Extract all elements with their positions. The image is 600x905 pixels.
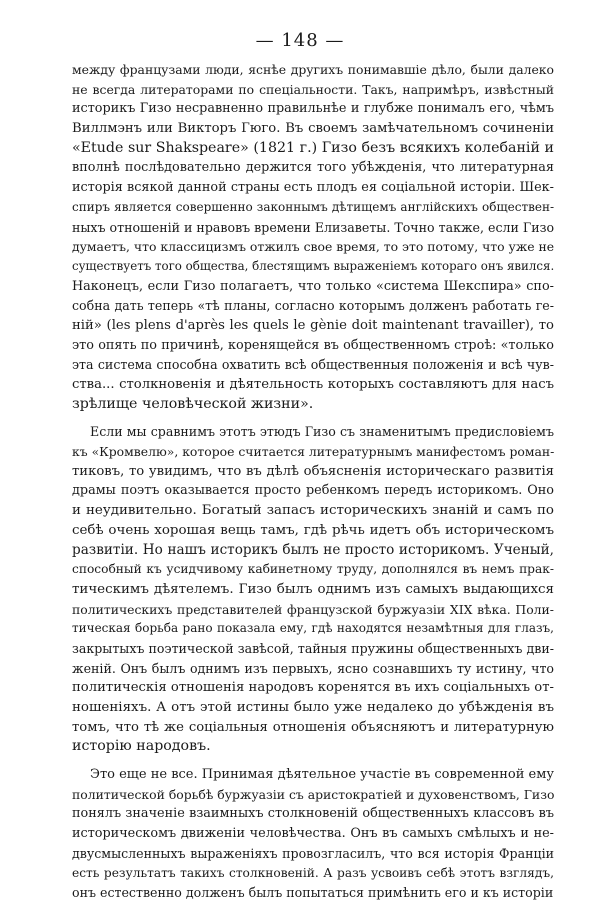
text-line: ношеніяхъ. А отъ этой истины было уже недалеко до убѣжденія въ: [72, 700, 554, 715]
text-line: это опять по причинѣ, коренящейся въ общественномъ строѣ: «только: [72, 337, 554, 353]
paragraph-3: [72, 765, 554, 903]
text-line: ныхъ отношеній и нравовъ времени Елизаветы. Точно также, если Гизо: [72, 219, 555, 235]
text-line: собна дать теперь «тѣ планы, согласно которымъ долженъ работать ге-: [72, 298, 554, 314]
text-line: не всегда литераторами по спеціальности. Такъ, напримѣръ, извѣстный: [72, 81, 554, 97]
text-line: «Etude sur Shakspeare» (1821 г.) Гизо безъ всякихъ колебаній и: [72, 139, 554, 156]
paragraph-gap: [72, 757, 554, 765]
text-line: тическая борьба рано показала ему, гдѣ находятся незамѣтныя для глазъ,: [72, 621, 554, 636]
text-line: ній» (les plens d'après les quels le gènie doit maintenant travailler), то: [72, 317, 554, 333]
text-line: политическія отношенія народовъ коренятся въ ихъ соціальныхъ от-: [72, 680, 554, 696]
text-line: существуетъ того общества, блестящимъ выраженіемъ котораго онъ явился.: [72, 258, 555, 273]
text-line: политической борьбѣ буржуазіи съ аристократіей и духовенствомъ, Гизо: [72, 786, 555, 802]
text-line: тическимъ дѣятелемъ. Гизо былъ однимъ изъ самыхъ выдающихся: [72, 581, 554, 597]
text-line: способный къ усидчивому кабинетному труду, дополнялся въ немъ прак-: [72, 562, 554, 577]
text-line: себѣ очень хорошая вещь тамъ, гдѣ рѣчь идетъ объ историческомъ: [72, 522, 554, 538]
text-line: тиковъ, то увидимъ, что въ дѣлѣ объясненія историческаго развитія: [72, 463, 554, 479]
text-line: историческомъ движеніи человѣчества. Онъ въ самыхъ смѣлыхъ и не-: [72, 826, 554, 842]
text-line: вполнѣ послѣдовательно держится того убѣжденія, что литературная: [72, 160, 554, 176]
paragraph-gap: [72, 414, 554, 422]
text-line: онъ естественно долженъ былъ попытаться примѣнить его и къ исторіи: [72, 885, 554, 901]
text-line: спиръ является совершенно законнымъ дѣтищемъ англійскихъ обществен-: [72, 199, 554, 214]
paragraph-2: [72, 422, 554, 757]
page-number: — 148 —: [255, 30, 345, 51]
text-line: закрытыхъ поэтической завѣсой, тайныя пружины общественныхъ дви-: [72, 640, 554, 656]
text-line: есть результатъ такихъ столкновеній. А разъ усвоивъ себѣ этотъ взглядъ,: [72, 865, 554, 880]
text-line: исторію народовъ.: [72, 738, 211, 755]
text-line: эта система способна охватить всѣ общественныя положенія и всѣ чув-: [72, 357, 554, 373]
text-line: Это еще не все. Принимая дѣятельное участіе въ современной ему: [90, 767, 555, 783]
text-line: двусмысленныхъ выраженіяхъ провозгласилъ, что вся исторія Франціи: [72, 845, 554, 861]
text-line: развитіи. Но нашъ историкъ былъ не просто историкомъ. Ученый,: [72, 541, 554, 558]
text-line: томъ, что тѣ же соціальныя отношенія объясняютъ и литературную: [72, 719, 554, 735]
text-line: между французами люди, яснѣе другихъ понимавшіе дѣло, были далеко: [72, 62, 554, 77]
text-line: драмы поэтъ оказывается просто ребенкомъ передъ историкомъ. Оно: [72, 483, 554, 499]
text-line: къ «Кромвелю», которое считается литературнымъ манифестомъ роман-: [72, 444, 555, 460]
text-line: Виллмэнъ или Викторъ Гюго. Въ своемъ замѣчательномъ сочиненіи: [72, 121, 554, 137]
text-line: историкъ Гизо несравненно правильнѣе и глубже понималъ его, чѣмъ: [72, 101, 554, 117]
text-line: Если мы сравнимъ этотъ этюдъ Гизо съ знаменитымъ предисловіемъ: [90, 424, 554, 440]
text-line: ства... столкновенія и дѣятельность которыхъ составляютъ для насъ: [72, 377, 554, 392]
paragraph-1: [72, 60, 554, 414]
text-line: Наконецъ, если Гизо полагаетъ, что только «система Шекспира» спо-: [72, 278, 554, 294]
text-line: зрѣлище человѣческой жизни».: [72, 395, 314, 412]
text-line: понялъ значеніе взаимныхъ столкновеній общественныхъ классовъ въ: [72, 806, 554, 822]
text-line: думаетъ, что классицизмъ отжилъ свое время, то это потому, что уже не: [72, 239, 555, 255]
text-line: политическихъ представителей французской буржуазіи XIX вѣка. Поли-: [72, 601, 554, 617]
text-line: исторія всякой данной страны есть плодъ ея соціальной исторіи. Шек-: [72, 180, 554, 196]
body-text: [72, 60, 554, 903]
text-line: женій. Онъ былъ однимъ изъ первыхъ, ясно сознавшихъ ту истину, что: [72, 660, 554, 676]
text-line: и неудивительно. Богатый запасъ историческихъ знаній и самъ по: [72, 503, 554, 519]
